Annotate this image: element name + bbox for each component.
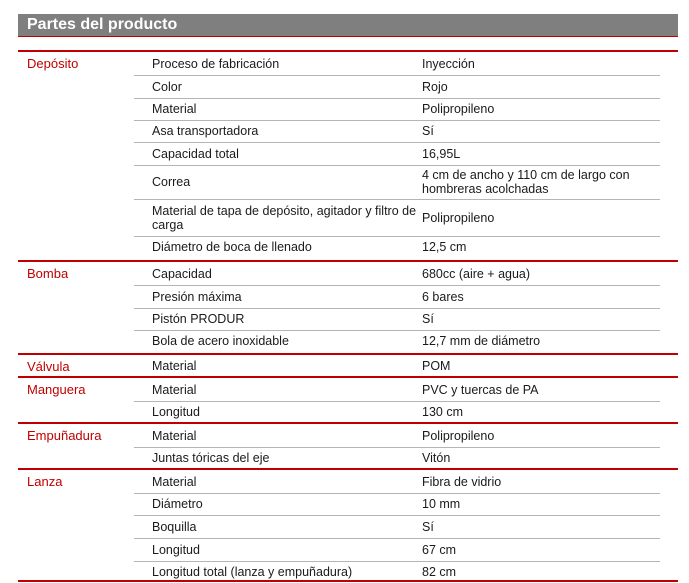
property-value: Polipropileno bbox=[422, 102, 495, 116]
property-value: 4 cm de ancho y 110 cm de largo con hombreras acolchadas bbox=[422, 168, 630, 196]
property-value: 16,95L bbox=[422, 147, 461, 161]
table-row bbox=[134, 470, 660, 494]
property-name: Material bbox=[152, 475, 197, 489]
table-row bbox=[134, 165, 660, 200]
property-name: Bola de acero inoxidable bbox=[152, 334, 289, 348]
property-value: 680cc (aire + agua) bbox=[422, 267, 531, 281]
group-label: Empuñadura bbox=[27, 428, 102, 443]
group-label: Bomba bbox=[27, 266, 69, 281]
property-value: Rojo bbox=[422, 80, 448, 94]
property-value: 12,5 cm bbox=[422, 240, 467, 254]
property-name: Pistón PRODUR bbox=[152, 312, 245, 326]
property-value: Sí bbox=[422, 124, 434, 138]
property-value: 82 cm bbox=[422, 565, 457, 579]
property-value: POM bbox=[422, 359, 451, 373]
property-name: Color bbox=[152, 80, 182, 94]
table-row bbox=[134, 262, 660, 286]
property-value: 12,7 mm de diámetro bbox=[422, 334, 541, 348]
property-name: Material bbox=[152, 359, 197, 373]
property-value: 67 cm bbox=[422, 543, 457, 557]
section-header bbox=[18, 14, 678, 37]
property-value: Polipropileno bbox=[422, 429, 495, 443]
property-name: Presión máxima bbox=[152, 290, 242, 304]
property-value: Vitón bbox=[422, 451, 451, 465]
table-row bbox=[134, 308, 660, 331]
table-row bbox=[134, 447, 660, 469]
property-name: Capacidad total bbox=[152, 147, 239, 161]
property-name: Diámetro bbox=[152, 497, 203, 511]
property-name: Correa bbox=[152, 175, 191, 189]
property-name: Capacidad bbox=[152, 267, 212, 281]
property-name: Asa transportadora bbox=[152, 124, 259, 138]
property-value: PVC y tuercas de PA bbox=[422, 383, 539, 397]
property-value: 130 cm bbox=[422, 405, 463, 419]
group-label: Depósito bbox=[27, 56, 79, 71]
group-label: Manguera bbox=[27, 382, 86, 397]
table-row bbox=[134, 285, 660, 309]
table-row bbox=[134, 120, 660, 143]
table-row bbox=[134, 330, 660, 352]
table-row bbox=[134, 424, 660, 448]
property-name: Juntas tóricas del eje bbox=[152, 451, 270, 465]
property-value: Fibra de vidrio bbox=[422, 475, 502, 489]
property-name: Longitud bbox=[152, 405, 200, 419]
table-row bbox=[134, 515, 660, 539]
property-name: Proceso de fabricación bbox=[152, 57, 280, 71]
section-title: Partes del producto bbox=[27, 16, 178, 33]
property-value: Polipropileno bbox=[422, 211, 495, 225]
group-label: Válvula bbox=[27, 359, 70, 374]
table-bottom-rule bbox=[18, 580, 678, 582]
property-name: Material bbox=[152, 102, 197, 116]
property-name: Diámetro de boca de llenado bbox=[152, 240, 312, 254]
property-name: Material de tapa de depósito, agitador y filtro de carga bbox=[152, 204, 417, 232]
property-value: Sí bbox=[422, 520, 434, 534]
property-value: Inyección bbox=[422, 57, 475, 71]
group-label: Lanza bbox=[27, 474, 63, 489]
table-row bbox=[134, 401, 660, 423]
table-row bbox=[134, 142, 660, 166]
property-name: Longitud total (lanza y empuñadura) bbox=[152, 565, 353, 579]
property-value: 10 mm bbox=[422, 497, 461, 511]
property-value: 6 bares bbox=[422, 290, 464, 304]
table-row bbox=[134, 236, 660, 258]
table-row bbox=[134, 538, 660, 562]
table-row bbox=[134, 98, 660, 121]
property-name: Boquilla bbox=[152, 520, 197, 534]
table-row bbox=[134, 52, 660, 76]
property-name: Material bbox=[152, 383, 197, 397]
table-row bbox=[134, 378, 660, 402]
table-row bbox=[134, 355, 660, 377]
table-row bbox=[134, 199, 660, 237]
table-row bbox=[134, 493, 660, 516]
property-name: Material bbox=[152, 429, 197, 443]
property-name: Longitud bbox=[152, 543, 200, 557]
property-value: Sí bbox=[422, 312, 434, 326]
table-row bbox=[134, 75, 660, 99]
